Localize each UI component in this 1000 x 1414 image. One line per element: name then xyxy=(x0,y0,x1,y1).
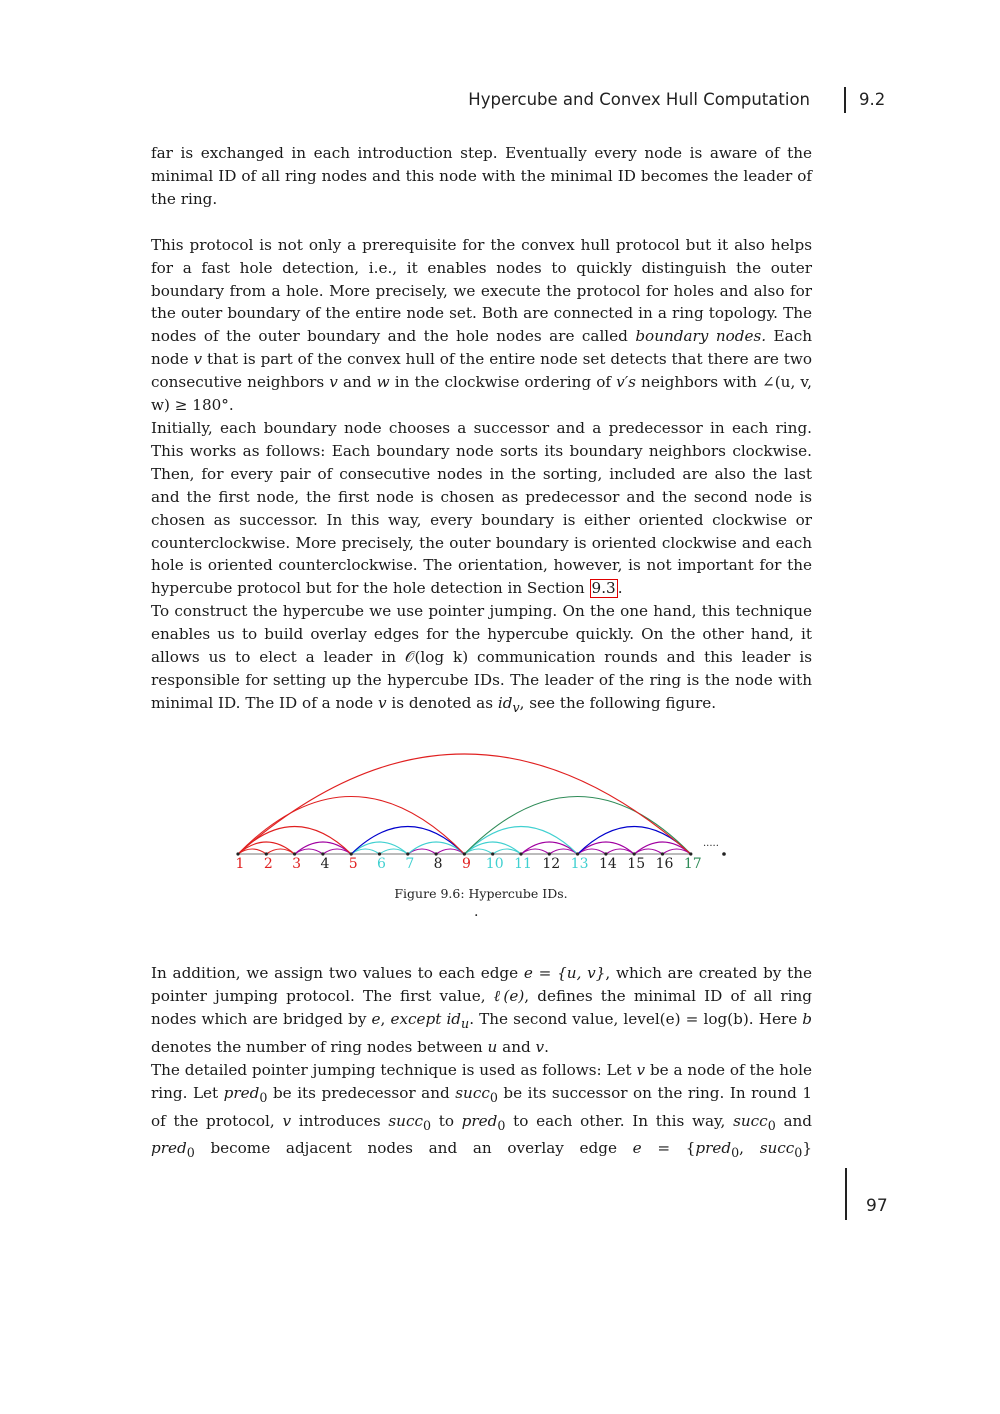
node-id-label: 6 xyxy=(377,856,386,872)
node-id-label: 10 xyxy=(485,856,504,872)
overlay-edge-arc xyxy=(634,849,662,854)
overlay-edge-arc xyxy=(464,827,577,855)
chapter-title: Hypercube and Convex Hull Computation xyxy=(468,90,810,109)
hypercube-figure xyxy=(0,740,1000,930)
overlay-edge-arc xyxy=(464,797,690,855)
node-id-label: 3 xyxy=(292,856,302,872)
overlay-edge-arc xyxy=(351,827,464,855)
node-id-label: 12 xyxy=(542,856,561,872)
node-id-label: 13 xyxy=(570,856,589,872)
paragraph: In addition, we assign two values to each edge e = {u, v}, which are created by the pointer jumping protocol. The first value, ℓ(e), defines the minimal ID of all ring nodes which are bridged by e, except $id_u$. The second value, level(e) = log(b). Here b denotes the number of ring nodes between u and v. xyxy=(151,964,813,1056)
node-id-label: 15 xyxy=(627,856,646,872)
overlay-edge-arc xyxy=(295,842,352,854)
paragraph: To construct the hypercube we use pointer jumping. On the one hand, this technique enables us to build overlay edges for the hypercube quickly. On the other hand, it allows us to elect a leader in 𝒪(log k) communication rounds and this leader is responsible for setting up the hypercube IDs. The leader of the ring is the node with minimal ID. The ID of a node v is denoted as $id_v$, see the following figure. xyxy=(151,602,812,715)
node-id-label: 14 xyxy=(598,856,617,872)
body-text-top xyxy=(151,142,812,720)
body-text-bottom xyxy=(151,962,812,1165)
overlay-edge-arc xyxy=(266,849,294,854)
overlay-edge-arc xyxy=(238,797,464,855)
ring-node xyxy=(722,852,726,856)
paragraph: far is exchanged in each introduction step. Eventually every node is aware of the minimal ID of all ring nodes and this node with the minimal ID becomes the leader of the ring. xyxy=(151,144,812,208)
overlay-edge-arc xyxy=(238,754,691,854)
overlay-edge-arc xyxy=(493,849,521,854)
overlay-edge-arc xyxy=(521,849,549,854)
overlay-edge-arc xyxy=(351,842,408,854)
node-id-label: 7 xyxy=(405,856,415,872)
node-id-label: 9 xyxy=(461,856,471,872)
node-id-label: 1 xyxy=(235,856,245,872)
overlay-edge-arc xyxy=(606,849,634,854)
overlay-edge-arc xyxy=(521,842,578,854)
overlay-edge-arc xyxy=(408,849,436,854)
paragraph: This protocol is not only a prerequisite for the convex hull protocol but it also helps for a fast hole detection, i.e., it enables nodes to quickly distinguish the outer boundary from a hole. More precisely, we execute the protocol for holes and also for the outer boundary of the entire node set. Both are connected in a ring topology. The nodes of the outer boundary and the hole nodes are called boundary nodes. Each node v that is part of the convex hull of the entire node set detects that there are two consecutive neighbors v and w in the clockwise ordering of v′s neighbors with ∠(u, v, w) ≥ 180°. xyxy=(151,235,812,415)
figure-dot: . xyxy=(474,904,479,920)
overlay-edge-arc xyxy=(380,849,408,854)
overlay-edge-arc xyxy=(634,842,691,854)
overlay-edge-arc xyxy=(295,849,323,854)
page-number: 97 xyxy=(866,1196,888,1216)
running-head xyxy=(460,90,920,116)
paragraph: The detailed pointer jumping technique is used as follows: Let v be a node of the hole ring. Let pred$_0$ be its predecessor and succ$_0$ be its successor on the ring. In round 1 of the protocol, v introduces succ$_0$ to pred$_0$ to each other. In this way, succ$_0$ and pred$_0$ become adjacent nodes and an overlay edge e = {pred$_0$, succ$_0$} xyxy=(151,1060,813,1161)
section-number: 9.2 xyxy=(859,90,886,109)
overlay-edge-arc xyxy=(578,842,635,854)
paragraph: Initially, each boundary node chooses a successor and a predecessor in each ring. This works as follows: Each boundary node sorts its boundary neighbors clockwise. Then, for every pair of consecutive nodes in the sorting, included are also the last and the first node, the first node is chosen as predecessor and the second node is chosen as successor. In this way, every boundary is either oriented clockwise or counterclockwise. More precisely, the outer boundary is oriented clockwise and each hole is oriented counterclockwise. The orientation, however, is not important for the hypercube protocol but for the hole detection in Section 9.3 . xyxy=(151,418,812,598)
hypercube-diagram xyxy=(0,740,1000,930)
overlay-edge-arc xyxy=(464,842,521,854)
node-id-label: 11 xyxy=(514,856,532,872)
node-id-label: 2 xyxy=(263,856,273,872)
node-id-label: 4 xyxy=(320,856,330,872)
figure-caption: Figure 9.6: Hypercube IDs. xyxy=(394,886,568,901)
node-id-label: 17 xyxy=(683,856,702,872)
section-link[interactable]: 9.3 xyxy=(591,579,616,598)
node-id-label: 5 xyxy=(348,856,358,872)
header-divider xyxy=(844,87,846,113)
continuation-dots: ..... xyxy=(703,838,719,849)
page-number-divider xyxy=(845,1168,847,1220)
node-id-label: 16 xyxy=(655,856,674,872)
overlay-edge-arc xyxy=(238,842,295,854)
node-id-label: 8 xyxy=(433,856,443,872)
overlay-edge-arc xyxy=(408,842,465,854)
